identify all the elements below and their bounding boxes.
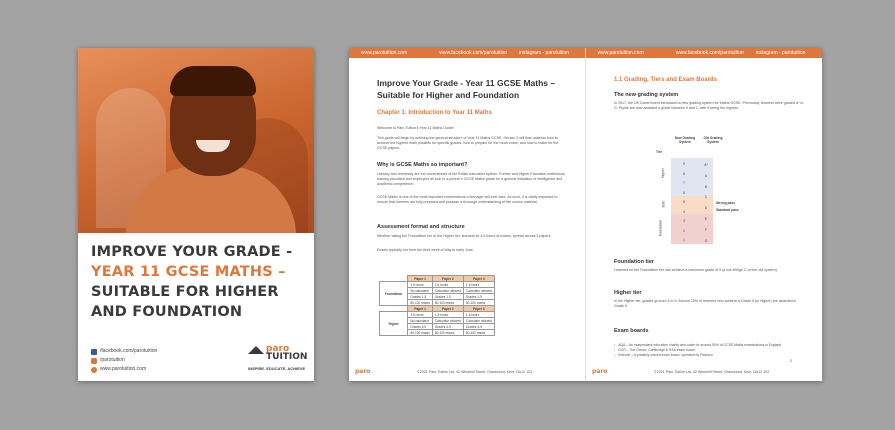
old-grade: G	[704, 238, 708, 243]
left-footer	[355, 368, 579, 376]
why-heading: Why is GCSE Maths so important?	[377, 162, 468, 168]
higher-tier-heading: Higher tier	[614, 290, 642, 296]
cover-title-line-2: YEAR 11 GCSE MATHS –	[91, 264, 286, 280]
old-grade: F	[704, 227, 707, 232]
table-header-paper-2: Paper 2	[432, 306, 463, 312]
table-cell: 80-100 marks	[463, 300, 494, 306]
table-cell: Calculator allowed	[463, 318, 494, 324]
footer-address: ©2021 Paro Tuition Ltd, 42 Windmill Street, Gravesend, Kent, DA12 1SJ	[654, 370, 770, 374]
new-grade: 1	[683, 238, 685, 242]
instagram-icon	[91, 358, 97, 364]
table-cell: 1.5 hours	[432, 312, 463, 318]
exam-boards-list	[614, 343, 794, 358]
table-header-paper-3: Paper 3	[463, 306, 494, 312]
assessment-paragraph-1: Whether taking the Foundation tier or the Higher tier, learners sit 4.5 hours of exams, spread across 3 papers.	[377, 234, 552, 238]
table-cell: Grades 4-9	[408, 324, 433, 330]
chapter-heading: Chapter 1: Introduction to Year 11 Maths	[377, 110, 492, 116]
table-cell: 1.5 hours	[463, 312, 494, 318]
globe-icon	[91, 367, 97, 373]
tier-cell-higher: Higher	[380, 312, 408, 336]
logo-tuition: TUITION	[266, 352, 308, 362]
header-instagram: instagram - parotuition	[519, 50, 569, 56]
table-cell: Calculator allowed	[432, 318, 463, 324]
tier-label-higher: Higher	[660, 168, 665, 178]
cover-title-line-4: AND FOUNDATION	[91, 304, 243, 320]
table-cell: Grades 4-9	[463, 324, 494, 330]
new-grade: 8	[683, 171, 685, 176]
old-grade: A	[704, 173, 708, 178]
table-cell: 1.5 hours	[432, 282, 463, 288]
chart-header-new: New Grading System	[674, 136, 696, 144]
table-cell: 80-100 marks	[408, 300, 433, 306]
table-header-paper-1: Paper 1	[408, 276, 433, 282]
table-cell: 80-100 marks	[408, 330, 433, 336]
intro-paragraph-2: This guide will begin by outlining the general structure of Year 11 Maths GCSE. Section 2 will then address how to achieve the highest mark possible for specific grades, how to prepare for the mock exam, and how to make for the GCSE papers.	[377, 136, 559, 151]
tier-cell-foundation: Foundation	[380, 282, 408, 306]
cover-photo	[78, 48, 314, 233]
header-instagram-right: instagram - parotuition	[755, 50, 806, 56]
new-grade: 9	[683, 162, 685, 166]
grading-paragraph: In 2017, the UK Government introduced a new grading system for Maths GCSE. Previously, learners were graded A* to G. Pupils are now awarded a grade between 9 and 1, with 9 being the highest:	[614, 101, 804, 111]
tier-label-both: Both	[661, 200, 666, 208]
table-cell: Grades 1-5	[408, 294, 433, 300]
table-cell: Calculator allowed	[432, 288, 463, 294]
table-header-paper-2: Paper 2	[432, 276, 463, 282]
table-cell: 80-100 marks	[432, 330, 463, 336]
table-cell: 1.5 hours	[408, 282, 433, 288]
instagram-link[interactable]: /parotuition	[100, 357, 125, 363]
old-grades-column	[700, 160, 712, 246]
table-cell: Grades 4-9	[432, 324, 463, 330]
assessment-paragraph-2: Exams typically run from the third week of May to early June.	[377, 248, 474, 252]
tier-label-foundation: Foundation	[658, 219, 663, 237]
cover-title	[91, 242, 306, 322]
intro-paragraph-1: Welcome to Paro Tuition's Year 11 Maths Guide!	[377, 126, 454, 130]
standard-pass-label: Standard pass	[716, 208, 739, 212]
strong-pass-label: Strong pass	[716, 201, 736, 205]
table-cell: 1.5 hours	[408, 312, 433, 318]
grading-chart	[656, 136, 766, 246]
assessment-heading: Assessment format and structure	[377, 224, 465, 230]
new-grade: 2	[683, 228, 685, 233]
right-page	[586, 58, 822, 381]
chart-header-tier: Tier	[656, 150, 662, 154]
new-grade: 6	[683, 190, 685, 195]
header-facebook: www.facebook.com/parotuition	[439, 50, 508, 56]
old-grade: D	[704, 206, 708, 211]
list-item: • OCR – The Oxford, Cambridge & RSA exam board	[614, 348, 794, 353]
new-grade: 5	[683, 200, 685, 204]
header-facebook-right: www.facebook.com/parotuition	[675, 50, 744, 56]
facebook-icon	[91, 349, 97, 355]
logo-paro: paro	[266, 344, 290, 354]
cover-title-line-1: IMPROVE YOUR GRADE -	[91, 244, 293, 260]
new-grade: 4	[683, 209, 685, 214]
why-paragraph-1: Literacy and numeracy are the cornerstones of the British education system. Further and Higher Education institutions, training providers and employers all look to a person's GCSE Maths grade for a general indication of intelligence and academic competence.	[377, 172, 566, 187]
exam-papers-table	[379, 275, 495, 336]
left-page	[349, 58, 585, 381]
new-grade: 3	[683, 219, 685, 223]
table-cell: Calculator allowed	[463, 288, 494, 294]
cover-page	[78, 48, 314, 381]
cover-social-links	[91, 347, 157, 374]
footer-logo: paro	[355, 368, 371, 375]
section-heading: 1.1 Grading, Tiers and Exam Boards	[614, 77, 717, 83]
list-item: • AQA – An independent education charity who cater for around 50% of GCSE Maths examinations in England	[614, 343, 794, 348]
header-website-right: www.parotuition.com	[597, 50, 644, 56]
table-header-paper-1: Paper 1	[408, 306, 433, 312]
chart-header-old: Old Grading System	[703, 136, 723, 144]
page-title: Improve Your Grade - Year 11 GCSE Maths – Suitable for Higher and Foundation	[377, 78, 556, 100]
table-cell: Grades 1-5	[432, 294, 463, 300]
table-cell: No calculator	[408, 288, 433, 294]
graduation-cap-icon	[248, 346, 264, 354]
tagline: INSPIRE. EDUCATE. ACHIEVE	[248, 366, 306, 371]
old-grade: B	[704, 184, 708, 189]
table-cell: Grades 1-5	[463, 294, 494, 300]
table-cell: 80-100 marks	[463, 330, 494, 336]
footer-logo: paro	[592, 368, 608, 375]
foundation-tier-heading: Foundation tier	[614, 259, 655, 265]
old-grade: E	[704, 216, 708, 221]
new-grade: 7	[683, 181, 685, 185]
why-paragraph-2: GCSE Maths is one of the most important examinations a teenager will ever take. As such, it is vitally important to ensure that learners are fully prepared and possess a thorough understanding of the course material.	[377, 195, 558, 205]
cover-title-line-3: SUITABLE FOR HIGHER	[91, 284, 279, 300]
footer-address: ©2021 Paro Tuition Ltd, 42 Windmill Street, Gravesend, Kent, DA12 1SJ	[417, 370, 533, 374]
foundation-tier-paragraph: Learners on the Foundation tier can achieve a maximum grade of 5 (a low B/high C on the old system).	[614, 268, 778, 272]
table-cell: 1.5 hours	[463, 282, 494, 288]
grading-heading: The new grading system	[614, 92, 679, 98]
right-footer	[592, 368, 816, 376]
old-grade: C	[704, 195, 708, 200]
open-spread	[349, 48, 822, 381]
higher-tier-paragraph: In the Higher tier, grades go from 4 to 9. Around 20% of learners who achieve a Grade 9 (or higher) are awarded a Grade 9.	[614, 299, 796, 309]
exam-boards-heading: Exam boards	[614, 328, 649, 334]
old-grade: A*	[704, 163, 708, 167]
new-grades-column	[678, 160, 690, 246]
page-number: 2	[789, 358, 792, 363]
header-website: www.parotuition.com	[361, 50, 408, 56]
table-cell: No calculator	[408, 318, 433, 324]
table-header-paper-3: Paper 3	[463, 276, 494, 282]
list-item: • Edexcel – A privately-owned exam board, operated by Pearson	[614, 353, 794, 358]
website-link[interactable]: www.parotuition.com	[100, 366, 147, 372]
table-cell: 80-100 marks	[432, 300, 463, 306]
paro-tuition-logo	[248, 345, 307, 361]
facebook-link[interactable]: /facebook.com/parotuition	[100, 348, 158, 354]
